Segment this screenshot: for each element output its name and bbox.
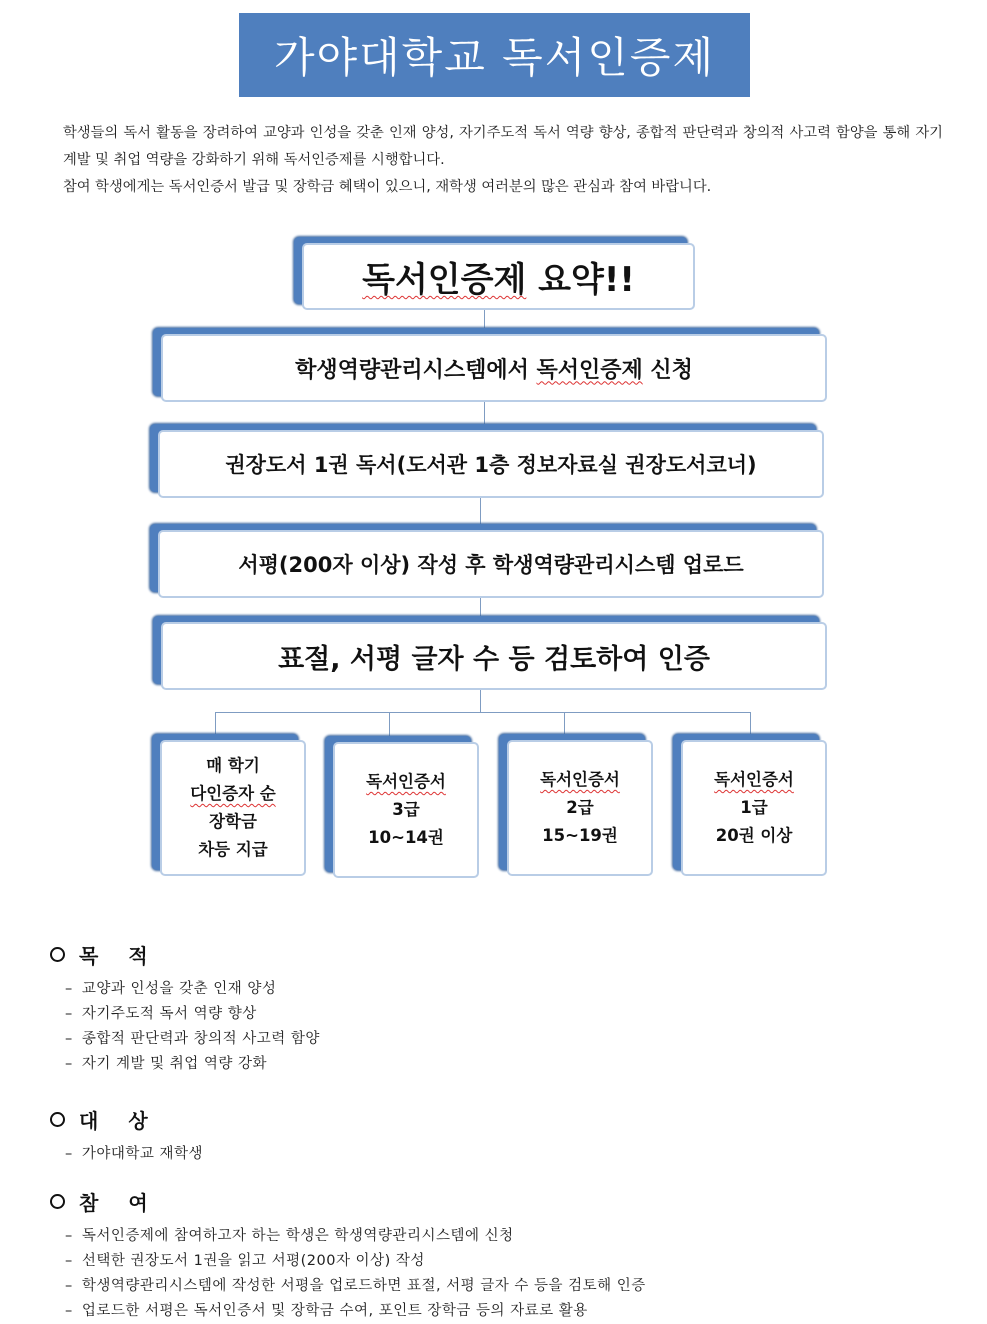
list-item: – 업로드한 서평은 독서인증서 및 장학금 수여, 포인트 장학금 등의 자료로 활용	[65, 1299, 646, 1324]
section-heading: 참여	[50, 1187, 646, 1216]
outcome-scholarship	[160, 740, 306, 876]
outcome-line: 독서인증서	[540, 770, 620, 789]
flow-step-review-label: 서평(200자 이상) 작성 후 학생역량관리시스템 업로드	[238, 553, 744, 577]
list-item: – 자기주도적 독서 역량 향상	[65, 1002, 320, 1027]
flow-connector	[480, 598, 481, 622]
list-item: – 자기 계발 및 취업 역량 강화	[65, 1052, 320, 1077]
list-item: – 선택한 권장도서 1권을 읽고 서평(200자 이상) 작성	[65, 1249, 646, 1274]
flow-step-read-label: 권장도서 1권 독서(도서관 1층 정보자료실 권장도서코너)	[225, 453, 757, 477]
flow-connector	[215, 712, 216, 740]
outcome-line: 20권 이상	[715, 826, 793, 845]
flow-connector	[480, 498, 481, 524]
participation-list	[50, 1224, 646, 1324]
purpose-list	[50, 977, 320, 1077]
flow-title-keyword: 독서인증제	[362, 260, 527, 300]
list-item: – 가야대학교 재학생	[65, 1142, 203, 1167]
circle-bullet-icon	[50, 1194, 65, 1209]
page-title: 가야대학교 독서인증제	[273, 33, 716, 82]
outcome-line: 3급	[392, 800, 420, 819]
flow-connector	[480, 690, 481, 712]
intro-paragraph-2: 참여 학생에게는 독서인증서 발급 및 장학금 혜택이 있으니, 재학생 여러분의 많은 관심과 참여 바랍니다.	[63, 179, 712, 195]
section-target	[50, 1105, 203, 1167]
flow-step-apply	[161, 334, 827, 402]
flow-step-certify	[161, 622, 827, 690]
flow-title-suffix: 요약!!	[526, 260, 635, 300]
flow-connector	[750, 712, 751, 740]
outcome-line: 15~19권	[542, 826, 618, 845]
list-item: – 종합적 판단력과 창의적 사고력 함양	[65, 1027, 320, 1052]
outcome-line: 독서인증서	[366, 772, 446, 791]
circle-bullet-icon	[50, 947, 65, 962]
intro-text	[63, 120, 943, 201]
outcome-line: 독서인증서	[714, 770, 794, 789]
flow-connector	[484, 310, 485, 332]
flow-connector	[389, 712, 390, 742]
flow-step-review	[158, 530, 824, 598]
flow-title-box	[302, 243, 695, 310]
section-participation	[50, 1187, 646, 1324]
outcome-line: 10~14권	[368, 828, 444, 847]
flow-step-apply-part3: 신청	[642, 357, 693, 383]
outcome-grade-3	[333, 742, 479, 878]
flow-connector	[564, 712, 565, 740]
list-item: – 학생역량관리시스템에 작성한 서평을 업로드하면 표절, 서평 글자 수 등을 검토해 인증	[65, 1274, 646, 1299]
list-item: – 독서인증제에 참여하고자 하는 학생은 학생역량관리시스템에 신청	[65, 1224, 646, 1249]
intro-paragraph-1: 학생들의 독서 활동을 장려하여 교양과 인성을 갖춘 인재 양성, 자기주도적 독서 역량 향상, 종합적 판단력과 창의적 사고력 함양을 통해 자기 계발 및 취업 역량을 강화하기 위해 독서인증제를 시행합니다.	[63, 125, 943, 168]
flow-connector	[484, 402, 485, 430]
section-heading: 대상	[50, 1105, 203, 1134]
flow-step-certify-label: 표절, 서평 글자 수 등 검토하여 인증	[278, 643, 710, 675]
outcome-line: 매 학기	[206, 756, 260, 775]
page-banner	[239, 13, 750, 97]
outcome-line: 장학금	[209, 812, 257, 831]
flow-step-read	[158, 430, 824, 498]
flow-step-apply-part1: 학생역량관리시스템에서	[295, 357, 537, 383]
outcome-grade-1	[681, 740, 827, 876]
outcome-line: 2급	[566, 798, 594, 817]
flow-branch-line	[215, 712, 750, 713]
outcome-line: 다인증자 순	[190, 784, 276, 803]
target-list	[50, 1142, 203, 1167]
flow-step-apply-keyword: 독서인증제	[536, 357, 643, 383]
list-item: – 교양과 인성을 갖춘 인재 양성	[65, 977, 320, 1002]
section-heading: 목적	[50, 940, 320, 969]
section-purpose	[50, 940, 320, 1077]
outcome-grade-2	[507, 740, 653, 876]
outcome-line: 1급	[740, 798, 768, 817]
outcome-line: 차등 지급	[198, 840, 268, 859]
circle-bullet-icon	[50, 1112, 65, 1127]
